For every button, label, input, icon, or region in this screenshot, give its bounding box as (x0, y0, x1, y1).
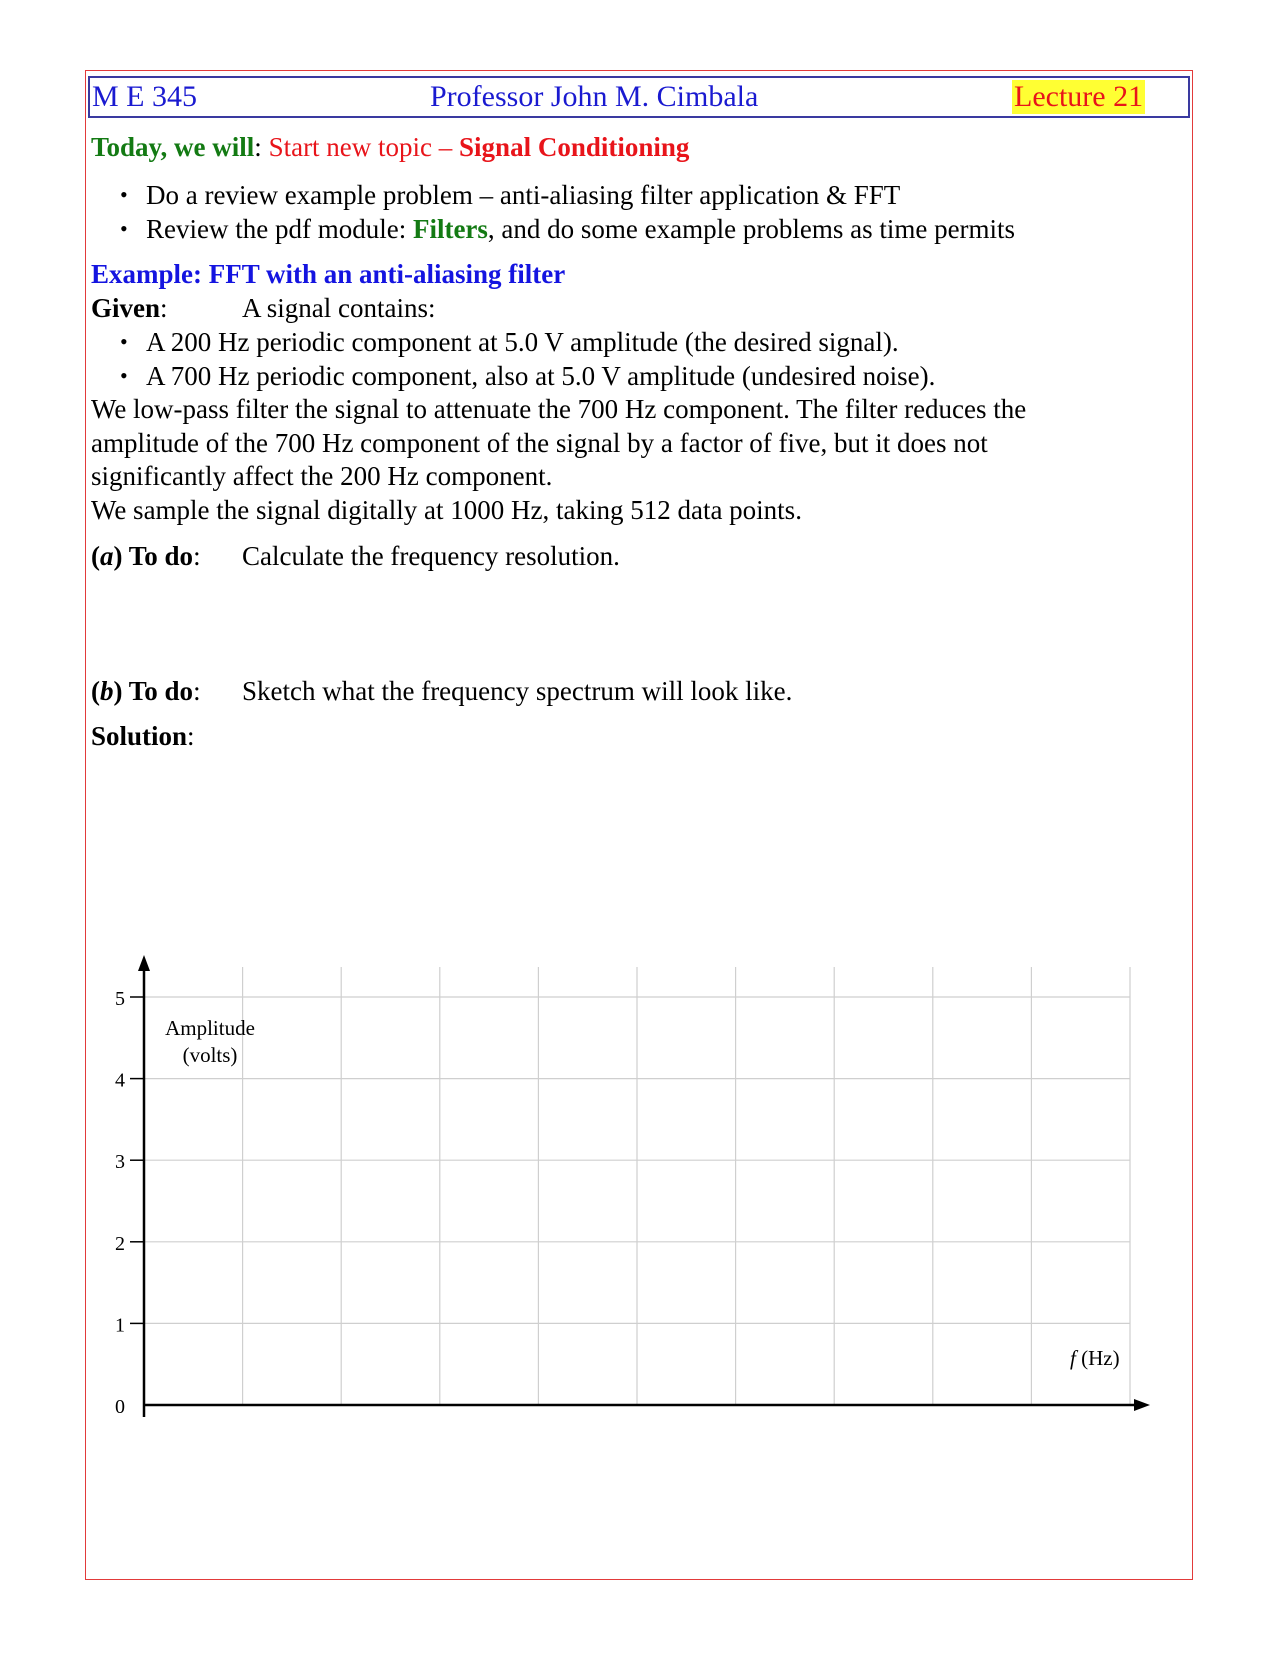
solution-label: Solution (91, 721, 188, 751)
todo-b-colon: : (193, 676, 201, 706)
bullet-dot: • (120, 182, 128, 207)
today-topic: Signal Conditioning (459, 132, 690, 162)
today-bullet-2-pre: Review the pdf module: (146, 214, 413, 244)
filter-paragraph-line-1: We low-pass filter the signal to attenuate the 700 Hz component. The filter reduces the (91, 394, 1027, 424)
bullet-dot: • (120, 363, 128, 388)
today-bullet-1: Do a review example problem – anti-aliasing filter application & FFT (146, 180, 901, 210)
filter-paragraph-line-2: amplitude of the 700 Hz component of the signal by a factor of five, but it does not (91, 428, 988, 458)
professor-name: Professor John M. Cimbala (430, 80, 759, 113)
todo-b-open: ( (91, 676, 100, 706)
todo-a-text: Calculate the frequency resolution. (242, 541, 620, 571)
spectrum-chart (90, 955, 1170, 1435)
course-number: M E 345 (92, 80, 197, 113)
lecture-number: Lecture 21 (1014, 80, 1144, 113)
today-colon: : (254, 132, 262, 162)
y-axis-label-line2: (volts) (182, 1043, 238, 1067)
y-tick-label: 1 (115, 1314, 125, 1337)
y-axis-arrow (138, 955, 150, 971)
y-tick-label: 3 (115, 1151, 125, 1174)
todo-a-close: ) To do (113, 541, 194, 571)
y-axis-label-line1: Amplitude (165, 1016, 255, 1040)
given-text: A signal contains: (242, 293, 436, 323)
example-title: Example: FFT with an anti-aliasing filter (91, 259, 566, 289)
given-line (91, 292, 168, 324)
y-tick-label: 2 (115, 1232, 125, 1255)
filters-module-link: Filters (412, 214, 488, 244)
given-colon: : (160, 293, 168, 323)
today-bullet-2 (146, 213, 1015, 245)
component-200hz: A 200 Hz periodic component at 5.0 V amplitude (the desired signal). (146, 327, 899, 357)
solution-line (91, 720, 195, 752)
y-tick-label: 4 (115, 1069, 125, 1092)
filter-paragraph-line-3: significantly affect the 200 Hz component. (91, 461, 553, 491)
today-line (91, 131, 689, 163)
bullet-dot: • (120, 216, 128, 241)
x-axis-arrow (1134, 1399, 1150, 1411)
todo-b-label (91, 675, 201, 707)
todo-b-text: Sketch what the frequency spectrum will look like. (242, 676, 793, 706)
solution-colon: : (187, 721, 195, 751)
y-tick-label: 5 (115, 988, 125, 1010)
todo-b-close: ) To do (113, 676, 194, 706)
todo-a-open: ( (91, 541, 100, 571)
x-axis-label (1070, 1346, 1120, 1370)
x-axis-label-unit: (Hz) (1081, 1346, 1120, 1370)
sampling-line: We sample the signal digitally at 1000 Hz, taking 512 data points. (91, 495, 802, 525)
todo-b-letter: b (100, 676, 114, 706)
spectrum-chart-svg (90, 955, 1170, 1435)
today-lead: Today, we will (91, 132, 255, 162)
y-tick-label: 0 (115, 1396, 125, 1418)
today-topic-prefix: Start new topic – (268, 132, 460, 162)
component-700hz: A 700 Hz periodic component, also at 5.0 V amplitude (undesired noise). (146, 361, 936, 391)
todo-a-letter: a (100, 541, 114, 571)
today-bullet-2-post: , and do some example problems as time permits (487, 214, 1016, 244)
x-axis-label-variable: f (1070, 1346, 1082, 1370)
todo-a-label (91, 540, 201, 572)
given-label: Given (91, 293, 161, 323)
todo-a-colon: : (193, 541, 201, 571)
bullet-dot: • (120, 329, 128, 354)
